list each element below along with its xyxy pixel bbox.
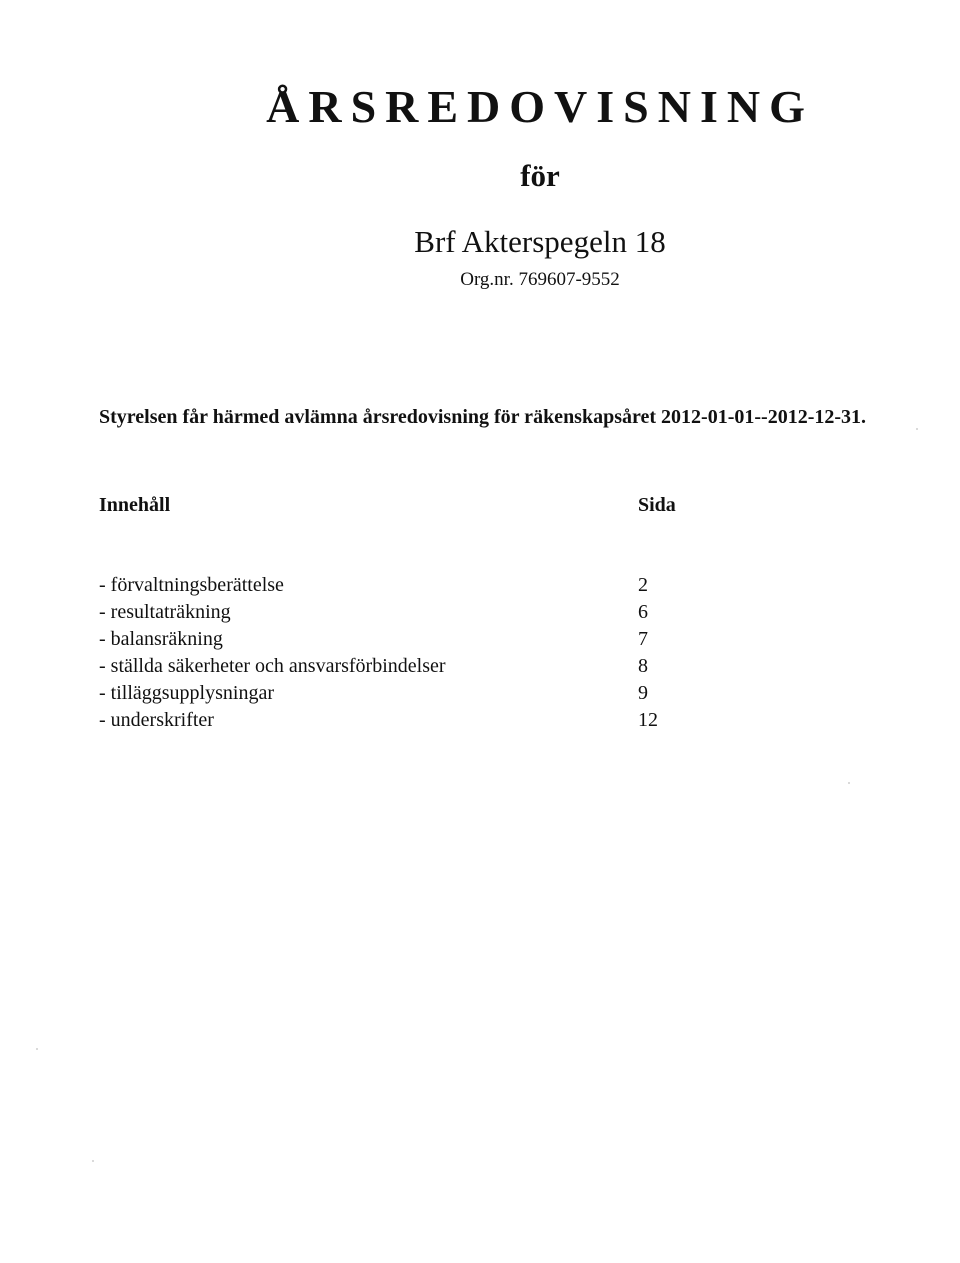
- scan-speck: [92, 1160, 94, 1162]
- toc-item-page: 12: [638, 709, 658, 731]
- toc-item: [99, 572, 689, 599]
- toc-item-label: - tilläggsupplysningar: [99, 682, 274, 704]
- document-for-label: för: [520, 158, 560, 193]
- document-title: ÅRSREDOVISNING: [266, 81, 814, 132]
- toc-item-page: 7: [638, 628, 648, 650]
- toc-item: [99, 599, 689, 626]
- toc-item-page: 8: [638, 655, 648, 677]
- toc-item-label: - balansräkning: [99, 628, 223, 650]
- toc-item-page: 9: [638, 682, 648, 704]
- toc-item: [99, 707, 689, 734]
- organization-name: Brf Akterspegeln 18: [414, 224, 666, 259]
- toc-item-label: - underskrifter: [99, 709, 214, 731]
- toc-header: [99, 492, 689, 518]
- toc-header-contents: Innehåll: [99, 494, 171, 516]
- toc-item: [99, 680, 689, 707]
- scan-speck: [36, 1048, 38, 1050]
- toc-header-page: Sida: [638, 494, 676, 516]
- toc-item-label: - ställda säkerheter och ansvarsförbindelser: [99, 655, 446, 677]
- toc-item: [99, 653, 689, 680]
- board-statement: Styrelsen får härmed avlämna årsredovisning för räkenskapsåret 2012-01-01--2012-12-31.: [99, 406, 867, 428]
- toc-list: [99, 572, 689, 734]
- scan-speck: [848, 782, 850, 784]
- organization-number: Org.nr. 769607-9552: [460, 269, 620, 290]
- toc-item-page: 6: [638, 601, 648, 623]
- toc-item-page: 2: [638, 574, 648, 596]
- toc-item: [99, 626, 689, 653]
- scan-speck: [916, 428, 918, 430]
- toc-item-label: - resultaträkning: [99, 601, 231, 623]
- toc-item-label: - förvaltningsberättelse: [99, 574, 284, 596]
